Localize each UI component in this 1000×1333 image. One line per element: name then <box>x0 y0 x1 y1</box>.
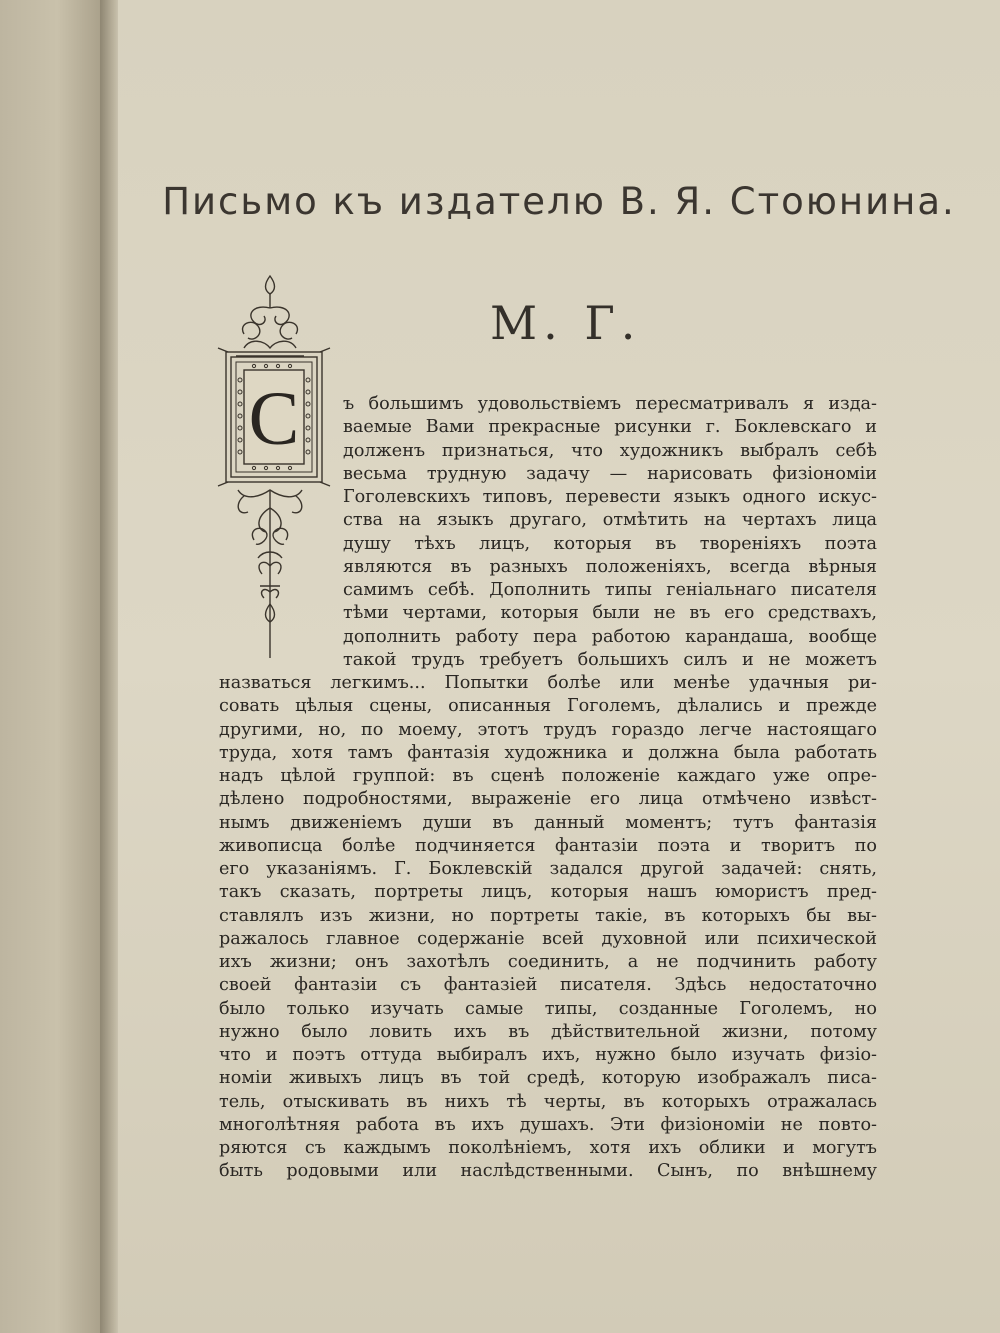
text-line: труда, хотя тамъ фантазія художника и должна была работать <box>219 742 877 763</box>
text-line: тель, отыскивать въ нихъ тѣ черты, въ которыхъ отражалась <box>219 1091 877 1112</box>
text-line: долженъ признаться, что художникъ выбралъ себѣ <box>343 440 877 461</box>
text-line: ства на языкъ другаго, отмѣтить на чертахъ лица <box>343 510 877 531</box>
text-line: нымъ движеніемъ души въ данный моментъ; тутъ фантазія <box>219 812 877 833</box>
text-line: другими, но, по моему, этотъ трудъ гораздо легче настоящаго <box>219 719 877 740</box>
text-line: совать цѣлыя сцены, описанныя Гоголемъ, дѣлались и прежде <box>219 696 877 717</box>
text-line: нужно было ловить ихъ въ дѣйствительной жизни, потому <box>219 1021 877 1042</box>
text-line: ъ большимъ удовольствіемъ пересматривалъ я изда- <box>343 394 877 414</box>
text-line: ваемые Вами прекрасные рисунки г. Боклевскаго и <box>343 417 877 438</box>
text-line: являются въ разныхъ положеніяхъ, всегда вѣрныя <box>343 556 877 577</box>
text-line: быть родовыми или наслѣдственными. Сынъ, по внѣшнему <box>219 1161 877 1182</box>
text-line: Гоголевскихъ типовъ, перевести языкъ одного искус- <box>343 487 877 507</box>
text-line: такъ сказать, портреты лицъ, которыя нашъ юмористъ пред- <box>219 882 877 903</box>
text-line: номіи живыхъ лицъ въ той средѣ, которую изображалъ писа- <box>219 1068 877 1089</box>
text-line: было только изучать самые типы, созданные Гоголемъ, но <box>219 998 877 1019</box>
text-line: что и поэтъ оттуда выбиралъ ихъ, нужно было изучать физіо- <box>219 1045 877 1065</box>
text-line: ряются съ каждымъ поколѣніемъ, хотя ихъ облики и могутъ <box>219 1138 877 1158</box>
previous-page-edge <box>0 0 104 1333</box>
text-line: такой трудъ требуетъ большихъ силъ и не можетъ <box>343 649 877 670</box>
text-line: самимъ себѣ. Дополнить типы геніальнаго писателя <box>343 580 877 600</box>
drop-cap-letter: С <box>248 377 300 461</box>
text-line: весьма трудную задачу — нарисовать физіономіи <box>343 463 877 484</box>
text-line: надъ цѣлой группой: въ сценѣ положеніе каждаго уже опре- <box>219 766 877 786</box>
text-line: своей фантазіи съ фантазіей писателя. Здѣсь недостаточно <box>219 975 877 996</box>
text-line: назваться легкимъ... Попытки болѣе или менѣе удачныя ри- <box>219 673 877 693</box>
text-line: ставлялъ изъ жизни, но портреты такіе, въ которыхъ бы вы- <box>219 905 877 926</box>
page-title: Письмо къ издателю В. Я. Стоюнина. <box>162 180 956 223</box>
text-line: ихъ жизни; онъ захотѣлъ соединить, а не подчинить работу <box>219 952 877 972</box>
text-line: живописца болѣе подчиняется фантазіи поэта и творитъ по <box>219 835 877 856</box>
text-line: его указаніямъ. Г. Боклевскій задался другой задачей: снять, <box>219 859 877 879</box>
salutation: М. Г. <box>490 296 642 350</box>
text-line: многолѣтняя работа въ ихъ душахъ. Эти физіономіи не повто- <box>219 1114 877 1135</box>
text-line: дѣлено подробностями, выраженіе его лица отмѣчено извѣст- <box>219 789 877 810</box>
text-line: дополнить работу пера работою карандаша, вообще <box>343 626 877 647</box>
text-line: ражалось главное содержаніе всей духовной или психической <box>219 928 877 949</box>
text-line: душу тѣхъ лицъ, которыя въ твореніяхъ поэта <box>343 533 877 554</box>
text-line: тѣми чертами, которыя были не въ его средствахъ, <box>343 603 877 624</box>
body-text <box>219 393 877 1184</box>
